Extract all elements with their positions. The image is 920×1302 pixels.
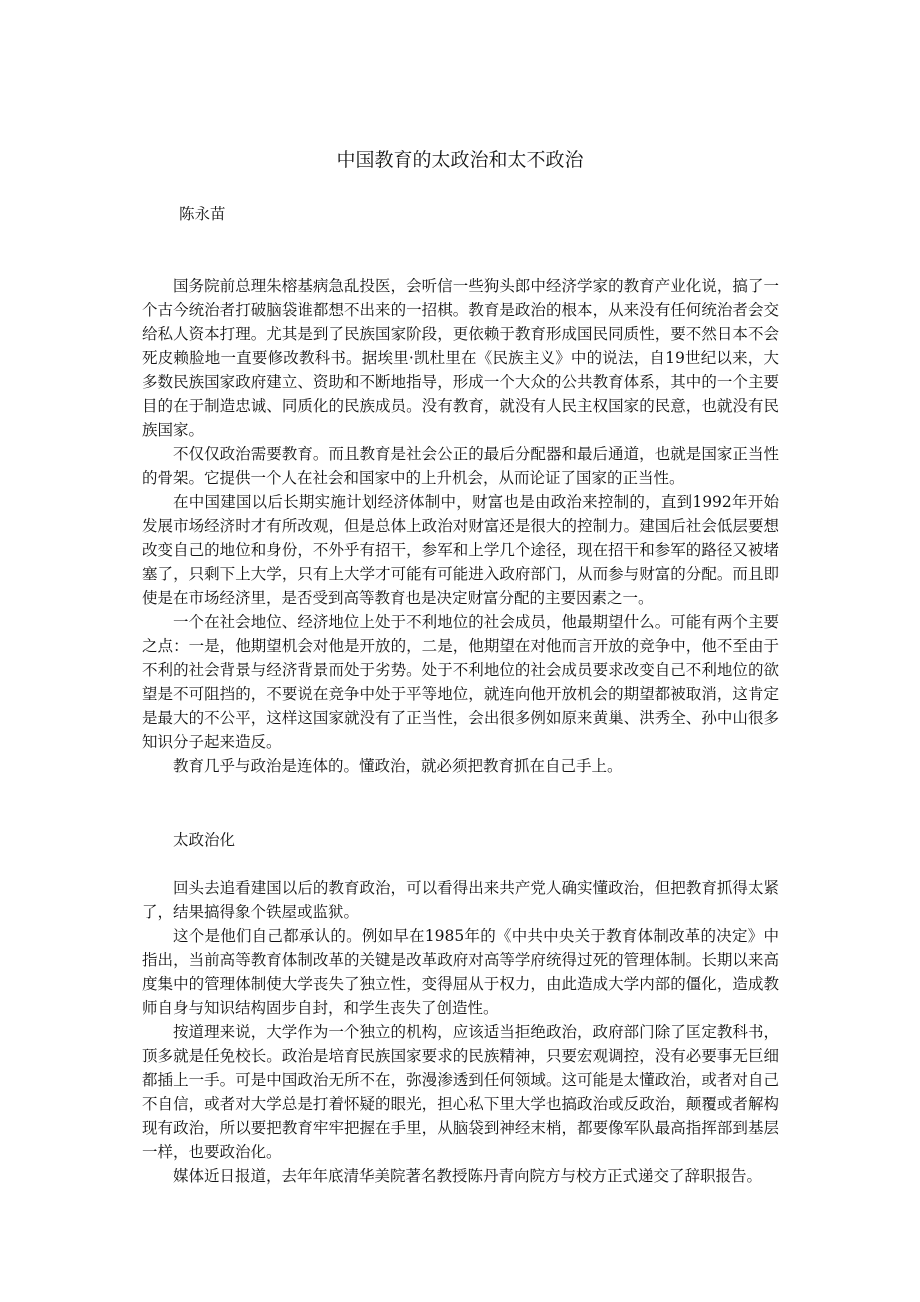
author-name: 陈永苗 (179, 205, 226, 223)
intro-section (142, 274, 779, 778)
paragraph: 国务院前总理朱榕基病急乱投医，会听信一些狗头郎中经济学家的教育产业化说，搞了一个古今统治者打破脑袋谁都想不出来的一招棋。教育是政治的根本，从来没有任何统治者会交给私人资本打理。尤其是到了民族国家阶段，更依赖于教育形成国民同质性，要不然日本不会死皮赖脸地一直要修改教科书。据埃里·凯杜里在《民族主义》中的说法，自19世纪以来，大多数民族国家政府建立、资助和不断地指导，形成一个大众的公共教育体系，其中的一个主要目的在于制造忠诚、同质化的民族成员。没有教育，就没有人民主权国家的民意，也就没有民族国家。 (142, 277, 779, 439)
paragraph: 媒体近日报道，去年年底清华美院著名教授陈丹青向院方与校方正式递交了辞职报告。 (173, 1167, 763, 1185)
paragraph: 这个是他们自己都承认的。例如早在1985年的《中共中央关于教育体制改革的决定》中指出，当前高等教育体制改革的关键是改革政府对高等学府统得过死的管理体制。长期以来高度集中的管理体制使大学丧失了独立性，变得屈从于权力，由此造成大学内部的僵化，造成教师自身与知识结构固步自封，和学生丧失了创造性。 (142, 927, 779, 1017)
paragraph: 不仅仅政治需要教育。而且教育是社会公正的最后分配器和最后通道，也就是国家正当性的骨架。它提供一个人在社会和国家中的上升机会，从而论证了国家的正当性。 (142, 445, 779, 487)
document-title: 中国教育的太政治和太不政治 (336, 149, 584, 171)
paragraph: 一个在社会地位、经济地位上处于不利地位的社会成员，他最期望什么。可能有两个主要之点：一是，他期望机会对他是开放的，二是，他期望在对他而言开放的竞争中，他不至由于不利的社会背景与经济背景而处于劣势。处于不利地位的社会成员要求改变自己不利地位的欲望是不可阻挡的，不要说在竞争中处于平等地位，就连向他开放机会的期望都被取消，这肯定是最大的不公平，这样这国家就没有了正当性，会出很多例如原来黄巢、洪秀全、孙中山很多知识分子起来造反。 (142, 613, 779, 751)
section-heading: 太政治化 (173, 831, 236, 849)
paragraph: 回头去追看建国以后的教育政治，可以看得出来共产党人确实懂政治，但把教育抓得太紧了，结果搞得象个铁屋或监狱。 (142, 879, 779, 921)
politicization-section (142, 876, 779, 1188)
paragraph: 按道理来说，大学作为一个独立的机构，应该适当拒绝政治，政府部门除了匡定教科书，顶多就是任免校长。政治是培育民族国家要求的民族精神，只要宏观调控，没有必要事无巨细都插上一手。可是中国政治无所不在，弥漫渗透到任何领域。这可能是太懂政治，或者对自己不自信，或者对大学总是打着怀疑的眼光，担心私下里大学也搞政治或反政治，颠覆或者解构现有政治，所以要把教育牢牢把握在手里，从脑袋到神经末梢，都要像军队最高指挥部到基层一样，也要政治化。 (142, 1023, 779, 1161)
paragraph: 教育几乎与政治是连体的。懂政治，就必须把教育抓在自己手上。 (173, 757, 623, 775)
paragraph: 在中国建国以后长期实施计划经济体制中，财富也是由政治来控制的，直到1992年开始发展市场经济时才有所改观，但是总体上政治对财富还是很大的控制力。建国后社会低层要想改变自己的地位和身份，不外乎有招干，参军和上学几个途径，现在招干和参军的路径又被堵塞了，只剩下上大学，只有上大学才可能有可能进入政府部门，从而参与财富的分配。而且即使是在市场经济里，是否受到高等教育也是决定财富分配的主要因素之一。 (142, 493, 779, 607)
